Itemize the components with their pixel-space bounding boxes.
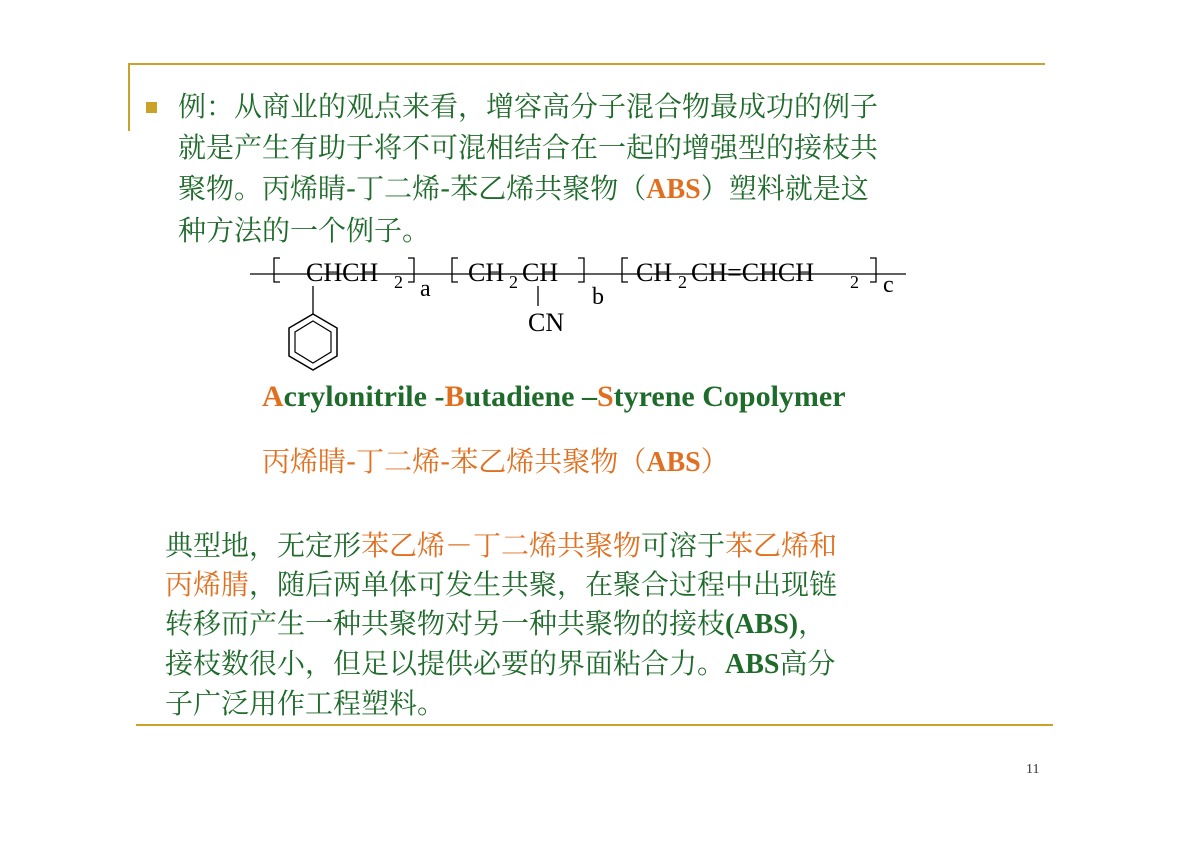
explanation-line-2 xyxy=(165,565,1045,604)
unit-c-text-1: CH xyxy=(636,258,673,287)
bracket-c-open xyxy=(622,258,628,282)
unit-c-sub-2: 2 xyxy=(850,272,859,292)
bullet-square-icon xyxy=(146,102,157,113)
abs-chinese-name xyxy=(262,440,729,480)
abs-highlight: ABS xyxy=(646,174,701,205)
benzene-ring-inner xyxy=(295,321,331,363)
explanation-line-1 xyxy=(165,526,1045,565)
l1-d: 苯乙烯和 xyxy=(725,529,838,562)
l1-c: 可溶于 xyxy=(641,529,726,562)
bracket-b-close xyxy=(578,258,584,282)
intro-paragraph xyxy=(178,86,1058,251)
l4-a: 接枝数很小，但足以提供必要的界面粘合力。 xyxy=(165,647,726,680)
abs-word-a: crylonitrile - xyxy=(283,380,445,413)
benzene-ring xyxy=(289,314,337,370)
l4-b: ABS xyxy=(725,649,780,680)
unit-a-text: CHCH xyxy=(306,258,379,287)
l4-c: 高分 xyxy=(779,647,836,680)
abs-word-b: utadiene – xyxy=(464,380,597,413)
unit-a-index: a xyxy=(420,276,431,302)
bracket-b-open xyxy=(452,258,458,282)
abs-structural-formula xyxy=(240,248,920,378)
l2-a: 丙烯腈 xyxy=(165,568,250,601)
abs-letter-b: B xyxy=(444,380,465,413)
bracket-c-close xyxy=(870,258,876,282)
unit-b-branch: CN xyxy=(528,308,565,337)
abs-english-name xyxy=(262,380,846,414)
explanation-line-5: 子广泛用作工程塑料。 xyxy=(165,687,446,720)
intro-line-3-b: ）塑料就是这 xyxy=(700,172,869,205)
top-rule xyxy=(128,63,1045,65)
left-rule xyxy=(128,63,130,131)
l1-b: 苯乙烯－丁二烯共聚物 xyxy=(361,529,642,562)
unit-c-index: c xyxy=(883,272,894,298)
abs-word-s: tyrene Copolymer xyxy=(613,380,846,413)
l1-a: 典型地，无定形 xyxy=(165,529,362,562)
unit-b-text-1: CH xyxy=(468,258,505,287)
page-number: 11 xyxy=(1026,762,1040,777)
intro-line-3 xyxy=(178,168,1058,210)
unit-b-text-2: CH xyxy=(522,258,559,287)
intro-line-3-a: 聚物。丙烯睛-丁二烯-苯乙烯共聚物（ xyxy=(178,172,647,205)
unit-b-index: b xyxy=(592,284,604,310)
intro-line-1: 例：从商业的观点来看，增容高分子混合物最成功的例子 xyxy=(178,90,879,123)
intro-line-4: 种方法的一个例子。 xyxy=(178,214,431,247)
explanation-line-3 xyxy=(165,604,1045,644)
bracket-a-open xyxy=(274,258,280,282)
unit-c-text-2: CH=CHCH xyxy=(691,258,815,287)
explanation-paragraph xyxy=(165,526,1045,723)
l3-b: (ABS) xyxy=(725,609,799,640)
abs-letter-s: S xyxy=(596,380,614,413)
l2-b: ，随后两单体可发生共聚，在聚合过程中出现链 xyxy=(249,568,838,601)
explanation-line-4 xyxy=(165,644,1045,684)
abs-cn-text: 丙烯睛-丁二烯-苯乙烯共聚物（ xyxy=(262,445,647,478)
bottom-rule xyxy=(136,724,1053,726)
unit-b-sub: 2 xyxy=(509,272,518,292)
unit-c-sub-1: 2 xyxy=(678,272,687,292)
bracket-a-close xyxy=(408,258,414,282)
abs-letter-a: A xyxy=(262,380,284,413)
abs-cn-close: ） xyxy=(700,445,729,478)
unit-a-sub: 2 xyxy=(394,272,403,292)
l3-c: ， xyxy=(798,607,827,640)
intro-line-2: 就是产生有助于将不可混相结合在一起的增强型的接枝共 xyxy=(178,131,879,164)
abs-cn-abbr: ABS xyxy=(646,447,701,478)
l3-a: 转移而产生一种共聚物对另一种共聚物的接枝 xyxy=(165,607,726,640)
